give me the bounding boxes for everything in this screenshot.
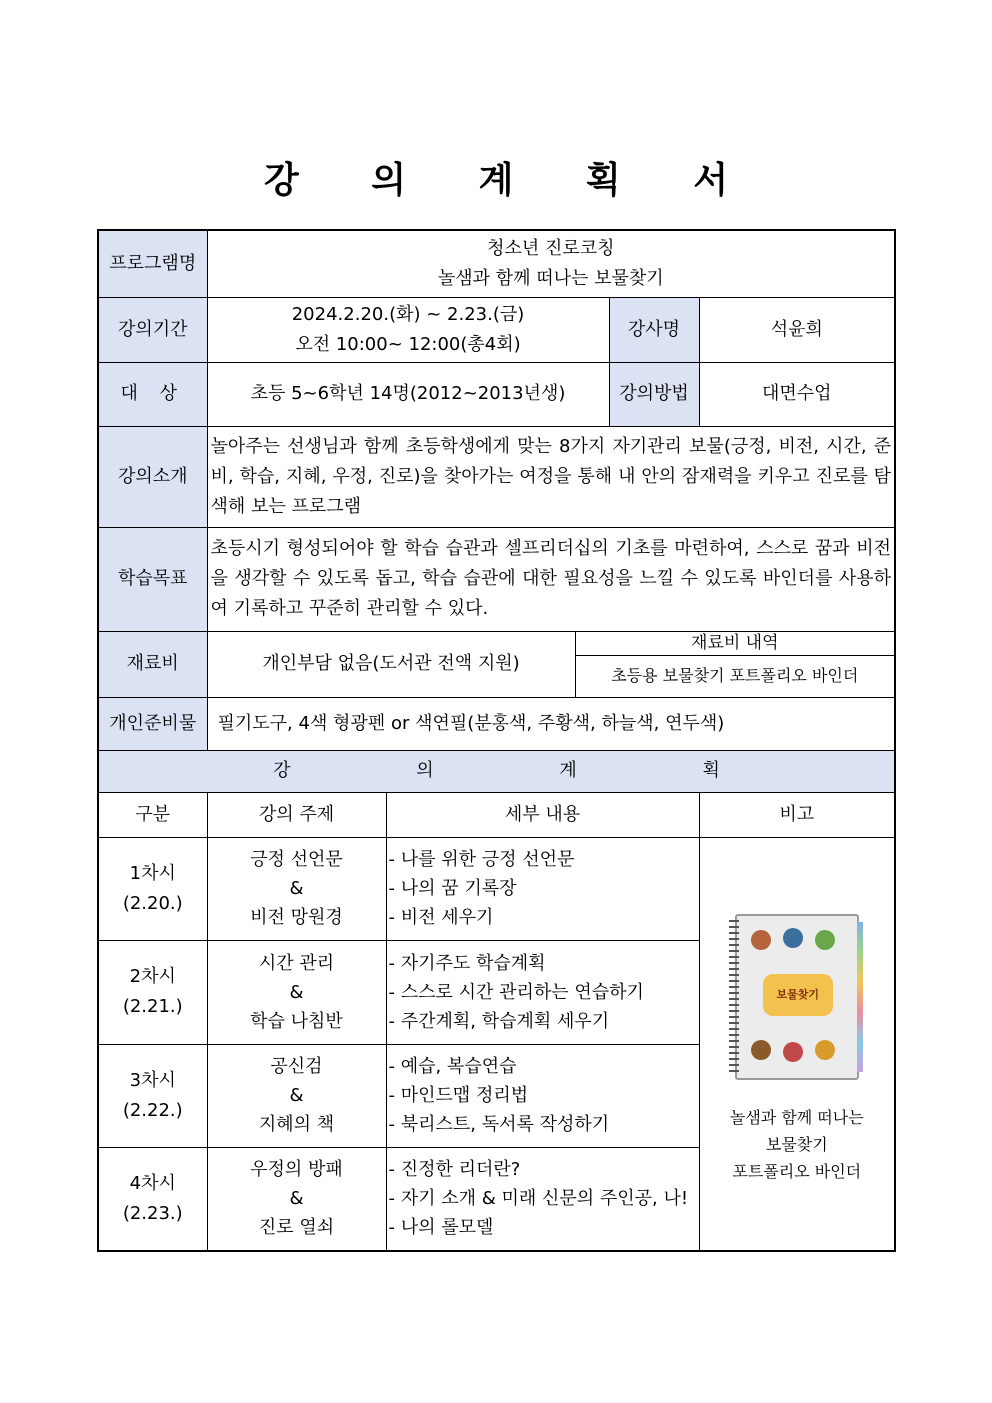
session-2-date: (2.21.) — [122, 996, 183, 1017]
session-2-topic-2: 학습 나침반 — [250, 1010, 343, 1032]
materials-label: 재료비 — [98, 631, 207, 697]
session-3-amp: & — [289, 1085, 304, 1106]
session-1-detail-1: - 나를 위한 긍정 선언문 — [388, 849, 575, 870]
intro-label: 강의소개 — [98, 426, 207, 527]
binder-sword-icon — [815, 1040, 835, 1060]
instructor-label: 강사명 — [609, 297, 699, 362]
binder-caption-line-2: 보물찾기 — [765, 1134, 828, 1154]
session-4-topic — [207, 1147, 386, 1251]
session-4-amp: & — [289, 1188, 304, 1210]
target-label: 대 상 — [98, 362, 207, 426]
session-4-detail-2: - 자기 소개 & 미래 신문의 주인공, 나! — [388, 1188, 689, 1210]
session-4-detail-1: - 진정한 리더란? — [388, 1159, 521, 1181]
binder-key-icon — [751, 1040, 771, 1060]
materials-detail-value: 초등용 보물찾기 포트폴리오 바인더 — [611, 666, 859, 685]
session-3-detail-2: - 마인드맵 정리법 — [388, 1085, 529, 1106]
header-session: 구분 — [98, 792, 207, 837]
binder-rings — [729, 920, 739, 1074]
binder-badge-icon — [751, 930, 771, 950]
plan-header-row — [98, 792, 895, 837]
session-1-topic-2: 비전 망원경 — [250, 907, 343, 928]
header-details: 세부 내용 — [386, 792, 699, 837]
goal-row — [98, 527, 895, 631]
session-3-topic-1: 공신검 — [270, 1056, 323, 1077]
binder-tabs — [857, 922, 863, 1072]
session-3-detail-3: - 북리스트, 독서록 작성하기 — [388, 1114, 610, 1135]
materials-detail-label: 재료비 내역 — [576, 632, 895, 656]
materials-detail — [575, 631, 895, 697]
binder-compass-icon — [783, 928, 803, 948]
binder-logo: 보물찾기 — [763, 974, 833, 1016]
session-1-topic — [207, 837, 386, 940]
portfolio-binder-image — [735, 914, 859, 1080]
program-label: 프로그램명 — [98, 230, 207, 297]
goal-text: 초등시기 형성되어야 할 학습 습관과 셀프리더십의 기초를 마련하여, 스스로 꿈과 비전을 생각할 수 있도록 돕고, 학습 습관에 대한 필요성을 느낄 수 있도록 바인더를 사용하여 기록하고 꾸준히 관리할 수 있다. — [207, 527, 895, 631]
session-1-topic-1: 긍정 선언문 — [250, 849, 343, 870]
prep-label: 개인준비물 — [98, 697, 207, 750]
materials-row — [98, 631, 895, 697]
session-1-detail-3: - 비전 세우기 — [388, 907, 494, 928]
program-line-2: 놀샘과 함께 떠나는 보물찾기 — [437, 267, 664, 289]
lecture-plan-table — [97, 229, 896, 1252]
session-row-1 — [98, 837, 895, 940]
note-cell — [699, 837, 895, 1251]
session-4-topic-1: 우정의 방패 — [250, 1159, 343, 1181]
program-row — [98, 230, 895, 297]
session-4-date: (2.23.) — [122, 1202, 183, 1224]
plan-title-row — [98, 750, 895, 792]
session-3-cell — [98, 1044, 207, 1147]
session-2-detail-1: - 자기주도 학습계획 — [388, 952, 546, 974]
session-1-detail-2: - 나의 꿈 기록장 — [388, 878, 517, 899]
session-2-details — [386, 940, 699, 1044]
period-line-2: 오전 10:00~ 12:00(총4회) — [295, 333, 521, 355]
session-2-topic-1: 시간 관리 — [258, 952, 335, 974]
lecture-plan-table-frame — [97, 229, 894, 1252]
session-1-amp: & — [289, 878, 304, 899]
session-4-label: 4차시 — [129, 1172, 176, 1194]
prep-row — [98, 697, 895, 750]
session-3-details — [386, 1044, 699, 1147]
binder-shield-icon — [783, 1042, 803, 1062]
program-line-1: 청소년 진로코칭 — [487, 237, 615, 259]
binder-caption-line-1: 놀샘과 함께 떠나는 — [729, 1107, 864, 1127]
instructor-value: 석윤희 — [699, 297, 895, 362]
session-3-topic-2: 지혜의 책 — [258, 1114, 335, 1135]
goal-label: 학습목표 — [98, 527, 207, 631]
session-2-topic — [207, 940, 386, 1044]
session-3-label: 3차시 — [129, 1069, 176, 1091]
session-3-date: (2.22.) — [122, 1099, 183, 1121]
header-topic: 강의 주제 — [207, 792, 386, 837]
method-value: 대면수업 — [699, 362, 895, 426]
intro-row — [98, 426, 895, 527]
session-4-topic-2: 진로 열쇠 — [258, 1217, 335, 1239]
session-1-details — [386, 837, 699, 940]
binder-caption-line-3: 포트폴리오 바인더 — [732, 1161, 862, 1181]
binder-leaf-icon — [815, 930, 835, 950]
plan-title: 강 의 계 획 — [98, 750, 895, 792]
header-note: 비고 — [699, 792, 895, 837]
target-value: 초등 5~6학년 14명(2012~2013년생) — [207, 362, 609, 426]
session-1-label: 1차시 — [129, 862, 176, 884]
session-4-details — [386, 1147, 699, 1251]
session-4-cell — [98, 1147, 207, 1251]
session-2-label: 2차시 — [129, 966, 176, 987]
materials-value: 개인부담 없음(도서관 전액 지원) — [207, 631, 575, 697]
method-label: 강의방법 — [609, 362, 699, 426]
session-1-cell — [98, 837, 207, 940]
period-row — [98, 297, 895, 362]
session-2-detail-3: - 주간계획, 학습계획 세우기 — [388, 1010, 610, 1032]
document-title: 강 의 계 획 서 — [263, 160, 758, 201]
session-2-cell — [98, 940, 207, 1044]
session-4-detail-3: - 나의 롤모델 — [388, 1217, 494, 1239]
intro-text: 놀아주는 선생님과 함께 초등학생에게 맞는 8가지 자기관리 보물(긍정, 비전, 시간, 준비, 학습, 지혜, 우정, 진로)을 찾아가는 여정을 통해 내 안의 잠재력을 키우고 진로를 탐색해 보는 프로그램 — [207, 426, 895, 527]
session-3-detail-1: - 예습, 복습연습 — [388, 1056, 517, 1077]
period-line-1: 2024.2.20.(화) ~ 2.23.(금) — [291, 303, 525, 325]
binder-caption — [700, 1104, 895, 1185]
target-row — [98, 362, 895, 426]
session-2-amp: & — [289, 981, 304, 1003]
session-3-topic — [207, 1044, 386, 1147]
program-value — [207, 230, 895, 297]
session-1-date: (2.20.) — [122, 892, 183, 914]
prep-value: 필기도구, 4색 형광펜 or 색연필(분홍색, 주황색, 하늘색, 연두색) — [207, 697, 895, 750]
session-2-detail-2: - 스스로 시간 관리하는 연습하기 — [388, 981, 644, 1003]
period-value — [207, 297, 609, 362]
period-label: 강의기간 — [98, 297, 207, 362]
